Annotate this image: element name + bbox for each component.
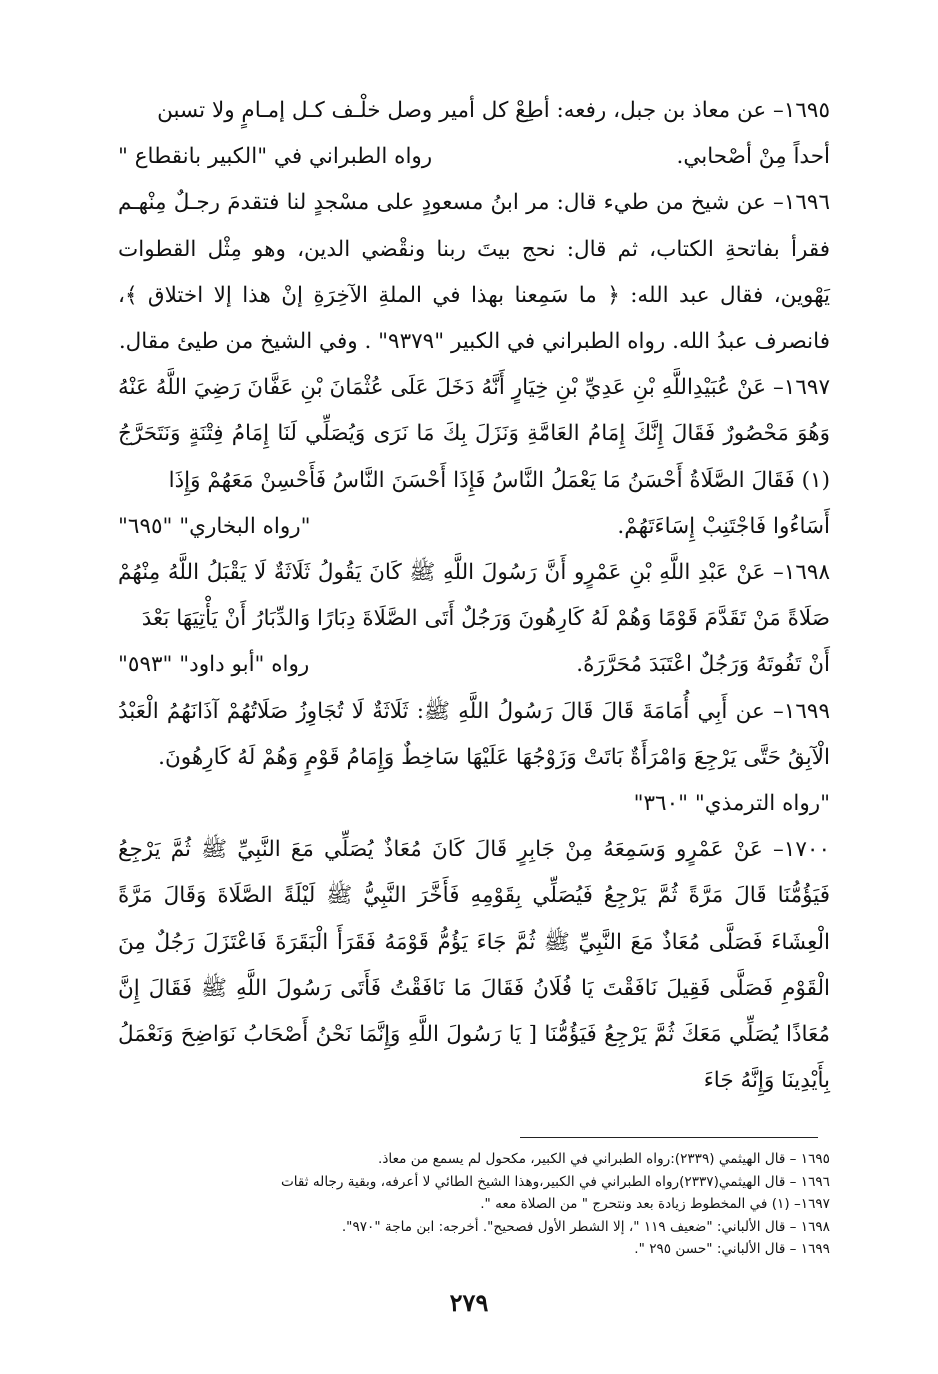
hadith-text-body <box>118 88 830 1104</box>
hadith-1699 <box>118 689 830 828</box>
footnote-1695: ١٦٩٥ – قال الهيثمي (٢٣٣٩):رواه الطبراني في الكبير، مكحول لم يسمع من معاذ. <box>378 1151 830 1167</box>
hadith-1700 <box>118 827 830 1104</box>
page-number: ٢٧٩ <box>449 1288 489 1317</box>
last-line-row <box>118 642 830 688</box>
hadith-source: رواه "أبو داود" "٥٩٣" <box>118 652 310 678</box>
hadith-source: "رواه البخاري" "٦٩٥" <box>118 513 311 539</box>
hadith-text: ١٦٩٨– عَنْ عَبْدِ اللَّهِ بْنِ عَمْرٍو أَنَّ رَسُولَ اللَّهِ ﷺ كَانَ يَقُولُ ثَلَاثَةٌ لَا يَقْبَلُ اللَّهُ مِنْهُمْ صَلَاةً مَنْ تَقَدَّمَ قَوْمًا وَهُمْ لَهُ كَارِهُونَ وَرَجُلٌ أَتَى الصَّلَاةَ دِبَارًا وَالدِّبَارُ أَنْ يَأْتِيَهَا بَعْدَ <box>118 560 830 632</box>
hadith-text: ١٧٠٠– عَنْ عَمْرٍو وَسَمِعَهُ مِنْ جَابِرٍ قَالَ كَانَ مُعَاذٌ يُصَلِّي مَعَ النَّبِيِّ ﷺ ثُمَّ يَرْجِعُ فَيَؤُمُّنَا قَالَ مَرَّةً ثُمَّ يَرْجِعُ فَيُصَلِّي بِقَوْمِهِ فَأَخَّرَ النَّبِيُّ ﷺ لَيْلَةً الصَّلَاةَ وَقَالَ مَرَّةً الْعِشَاءَ فَصَلَّى مُعَاذٌ مَعَ النَّبِيِّ ﷺ ثُمَّ جَاءَ يَؤُمُّ قَوْمَهُ فَقَرَأَ الْبَقَرَةَ فَاعْتَزَلَ رَجُلٌ مِنَ الْقَوْمِ فَصَلَّى فَقِيلَ نَافَقْتَ يَا فُلَانُ فَقَالَ مَا نَافَقْتُ فَأَتَى رَسُولَ اللَّهِ ﷺ فَقَالَ إِنَّ مُعَاذًا يُصَلِّي مَعَكَ ثُمَّ يَرْجِعُ فَيَؤُمُّنَا [ يَا رَسُولَ اللَّهِ وَإِنَّمَا نَحْنُ أَصْحَابُ نَوَاضِحَ وَنَعْمَلُ بِأَيْدِينَا وَإِنَّهُ جَاءَ <box>118 837 830 1094</box>
footnote-divider <box>520 1137 818 1138</box>
hadith-last-line: أَسَاءُوا فَاجْتَنِبْ إِسَاءَتَهُمْ. <box>617 513 830 539</box>
hadith-last-line: أَنْ تَفُوتَهُ وَرَجُلٌ اعْتَبَدَ مُحَرَّرَهُ. <box>576 652 830 678</box>
last-line-row <box>118 134 830 180</box>
hadith-text: ١٦٩٩– عن أَبِي أُمَامَةَ قَالَ قَالَ رَسُولُ اللَّهِ ﷺ: ثَلَاثَةٌ لَا تُجَاوِزُ صَلَاتُهُمْ آذَانَهُمُ الْعَبْدُ الْآبِقُ حَتَّى يَرْجِعَ وَامْرَأَةٌ بَاتَتْ وَزَوْجُهَا عَلَيْهَا سَاخِطٌ وَإِمَامُ قَوْمٍ وَهُمْ لَهُ كَارِهُونَ. <box>118 698 830 770</box>
footnote-1698: ١٦٩٨ – قال الألباني: "ضعيف ١١٩ "، إلا الشطر الأول فصحيح". أخرجه: ابن ماجة "٩٧٠". <box>341 1218 830 1235</box>
hadith-source: رواه الطبراني في "الكبير بانقطاع " <box>118 144 433 170</box>
hadith-1697 <box>118 365 830 550</box>
last-line-row <box>118 504 830 550</box>
footnote-1699: ١٦٩٩ – قال الألباني: "حسن ٢٩٥ ". <box>634 1241 830 1258</box>
hadith-text: ١٦٩٧– عَنْ عُبَيْدِاللَّهِ بْنِ عَدِيِّ بْنِ خِيَارٍ أَنَّهُ دَخَلَ عَلَى عُثْمَانَ بْنِ عَفَّانَ رَضِيَ اللَّهُ عَنْهُ وَهُوَ مَحْصُورٌ فَقَالَ إِنَّكَ إِمَامُ العَامَّةِ وَنَزَلَ بِكَ مَا نَرَى وَيُصَلِّي لَنَا إِمَامُ فِتْنَةٍ وَنَتَحَرَّجُ (١) فَقَالَ الصَّلَاةُ أَحْسَنُ مَا يَعْمَلُ النَّاسُ فَإِذَا أَحْسَنَ النَّاسُ فَأَحْسِنْ مَعَهُمْ وَإِذَا <box>118 375 830 493</box>
hadith-last-line: أحداً مِنْ أصْحابي. <box>676 144 830 170</box>
hadith-source: "رواه الترمذي" "٣٦٠" <box>633 791 830 817</box>
hadith-text: ١٦٩٥– عن معاذ بن جبل، رفعه: أطِعْ كل أمير وصل خلْـف كـل إمـامٍ ولا تسبن <box>157 98 830 123</box>
hadith-1696 <box>118 180 830 365</box>
hadith-text: ١٦٩٦– عن شيخ من طيء قال: مر ابنُ مسعودٍ على مسْجدٍ لنا فتقدمَ رجـلٌ مِنْهـم فقرأ بفاتحةِ الكتاب، ثم قال: نحج بيتَ ربنا ونقْضي الدين، وهو مِثْل القطوات يَهْوين، فقال عبد الله: ﴿ ما سَمِعنا بهذا في الملةِ الآخِرَةِ إنْ هذا إلا اختلاق ﴾، فانصرف عبدُ الله. رواه الطبراني في الكبير "٩٣٧٩" . وفي الشيخ من طيئ مقال. <box>118 190 830 355</box>
footnote-1697: ١٦٩٧– (١) في المخطوط زيادة بعد ونتحرج " من الصلاة معه ". <box>480 1196 830 1213</box>
hadith-1695 <box>118 88 830 180</box>
footnotes <box>118 1148 830 1261</box>
footnote-1696: ١٦٩٦ – قال الهيثمي(٢٣٣٧)رواه الطبراني في الكبير،وهذا الشيخ الطائي لا أعرفه، وبقية رجاله ثقات <box>280 1173 830 1190</box>
hadith-1698 <box>118 550 830 689</box>
